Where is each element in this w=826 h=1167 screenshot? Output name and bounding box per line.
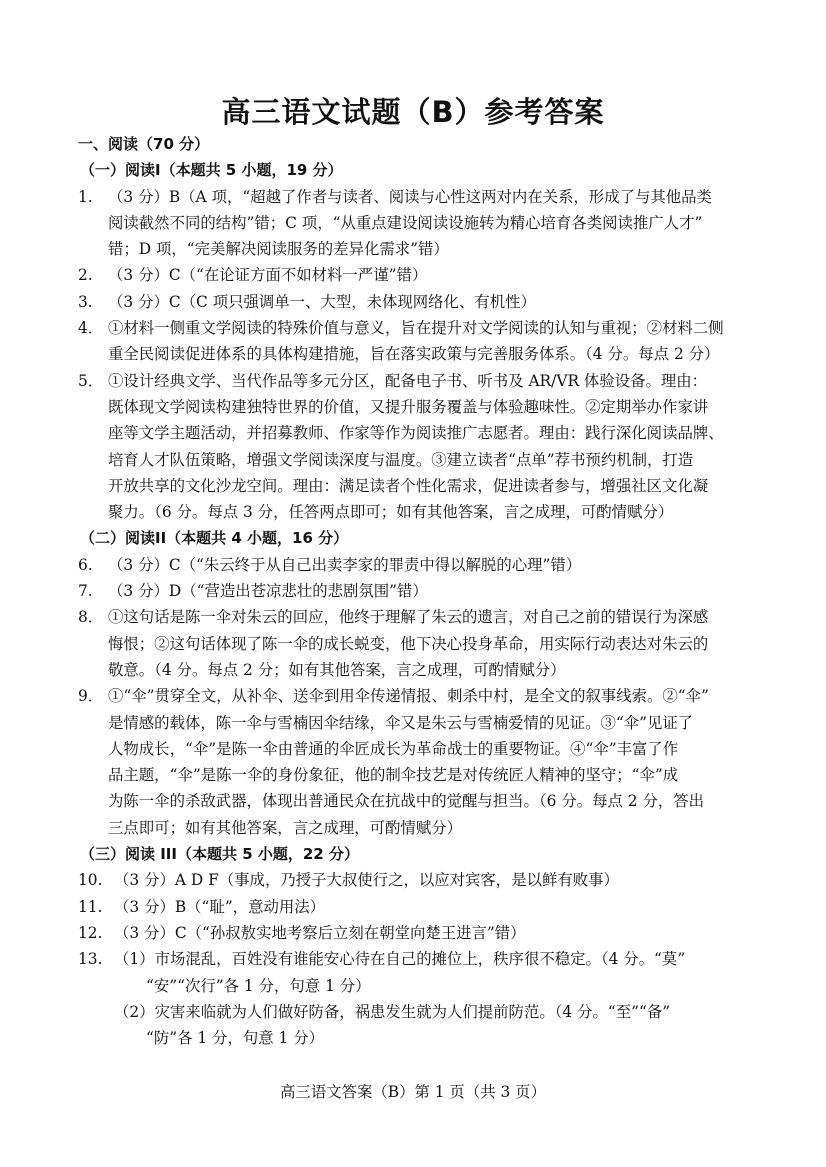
answer-line: （3 分）C（C 项只强调单一、大型，未体现网络化、有机性）: [108, 292, 536, 311]
answer-line: 为陈一伞的杀敌武器，体现出普通民众在抗战中的觉醒与担当。（6 分。每点 2 分，答出: [108, 792, 705, 811]
subsection-heading-reading-3: （三）阅读 III（本题共 5 小题，22 分）: [80, 845, 359, 864]
answer-item-10: [78, 867, 760, 893]
answer-item-5: [78, 368, 760, 526]
answer-line: ①“伞”贯穿全文，从补伞、送伞到用伞传递情报、刺杀中村，是全文的叙事线索。②“伞”: [108, 687, 709, 706]
answer-item-13-part-2: [78, 999, 760, 1052]
item-number: 10.: [78, 871, 103, 890]
answer-line: ①设计经典文学、当代作品等多元分区，配备电子书、听书及 AR/VR 体验设备。理由：: [108, 371, 708, 390]
item-number: 1.: [78, 187, 93, 206]
answer-line: 重全民阅读促进体系的具体构建措施，旨在落实政策与完善服务体系。（4 分。每点 2 分）: [108, 345, 720, 364]
answer-line: 敬意。（4 分。每点 2 分；如有其他答案，言之成理，可酌情赋分）: [108, 660, 566, 679]
item-number: 5．: [78, 371, 104, 390]
subsection-heading-reading-1: （一）阅读I（本题共 5 小题，19 分）: [80, 161, 343, 180]
answer-line: 座等文学主题活动，并招募教师、作家等作为阅读推广志愿者。理由：践行深化阅读品牌、: [108, 424, 724, 443]
answer-line: 开放共享的文化沙龙空间。理由：满足读者个性化需求，促进读者参与，增强社区文化凝: [108, 476, 709, 495]
item-number: 3.: [78, 292, 93, 311]
answer-line: （3 分）D（“营造出苍凉悲壮的悲剧氛围”错）: [108, 582, 428, 601]
answer-item-8: [78, 604, 760, 683]
answer-line: （3 分）B（“耻”，意动用法）: [114, 897, 326, 916]
item-number: 12.: [78, 923, 103, 942]
answer-line: ①这句话是陈一伞对朱云的回应，他终于理解了朱云的遗言，对自己之前的错误行为深感: [108, 608, 709, 627]
answer-line: 人物成长，“伞”是陈一伞由普通的伞匠成长为革命战士的重要物证。④“伞”丰富了作: [108, 739, 679, 758]
answer-line: “防”各 1 分，句意 1 分）: [146, 1029, 325, 1048]
answer-item-7: [78, 578, 760, 604]
section-heading-reading: 一、阅读（70 分）: [78, 135, 210, 153]
answer-line: 三点即可；如有其他答案，言之成理，可酌情赋分）: [108, 818, 462, 837]
answer-line: （3 分）B（A 项，“超越了作者与读者、阅读与心性这两对内在关系，形成了与其他品类: [108, 187, 712, 206]
answer-line: 聚力。（6 分。每点 3 分，任答两点即可；如有其他答案，言之成理，可酌情赋分）: [108, 503, 674, 522]
item-number: 4．: [78, 319, 104, 338]
answer-item-9: [78, 683, 760, 841]
answer-line: （1）市场混乱，百姓没有谁能安心待在自己的摊位上，秩序很不稳定。（4 分。“莫”: [114, 950, 686, 969]
answer-item-12: [78, 920, 760, 946]
answer-line: 错；D 项，“完美解决阅读服务的差异化需求”错）: [108, 240, 449, 259]
answer-line: （3 分）C（“孙叔敖实地考察后立刻在朝堂向楚王进言”错）: [114, 923, 526, 942]
answer-line: 阅读截然不同的结构”错；C 项，“从重点建设阅读设施转为精心培育各类阅读推广人才”: [108, 213, 703, 232]
answer-line: （3 分）C（“朱云终于从自己出卖李家的罪责中得以解脱的心理”错）: [108, 555, 582, 574]
answer-line: 是情感的载体，陈一伞与雪楠因伞结缘，伞又是朱云与雪楠爱情的见证。③“伞”见证了: [108, 713, 694, 732]
answer-line: 培育人才队伍策略，增强文学阅读深度与温度。③建立读者“点单”荐书预约机制，打造: [108, 450, 694, 469]
answer-line: 既体现文学阅读构建独特世界的价值，又提升服务覆盖与体验趣味性。②定期举办作家讲: [108, 397, 709, 416]
item-number: 7.: [78, 582, 93, 601]
answer-line: （3 分）A D F（事成，乃授子大叔使行之，以应对宾客，是以鲜有败事）: [114, 871, 619, 890]
item-number: 8．: [78, 608, 104, 627]
item-number: 2.: [78, 266, 93, 285]
page-title: 高三语文试题（B）参考答案: [221, 95, 605, 129]
answer-line: 悔恨；②这句话体现了陈一伞的成长蜕变，他下决心投身革命，用实际行动表达对朱云的: [108, 634, 709, 653]
item-number: 6.: [78, 555, 93, 574]
answer-line: （3 分）C（“在论证方面不如材料一严谨”错）: [108, 266, 428, 285]
answer-item-13: [78, 946, 760, 999]
answer-line: “安”“次行”各 1 分，句意 1 分）: [146, 976, 371, 995]
page-footer: 高三语文答案（B）第 1 页（共 3 页）: [280, 1083, 546, 1101]
answer-line: ①材料一侧重文学阅读的特殊价值与意义，旨在提升对文学阅读的认知与重视；②材料二侧: [108, 319, 724, 338]
subsection-heading-reading-2: （二）阅读II（本题共 4 小题，16 分）: [80, 529, 349, 548]
answer-content: [78, 131, 760, 1051]
item-number: 9．: [78, 687, 104, 706]
answer-item-3: [78, 289, 760, 315]
answer-item-4: [78, 315, 760, 368]
item-number: 11.: [78, 897, 103, 916]
answer-line: 品主题，“伞”是陈一伞的身份象征，他的制伞技艺是对传统匠人精神的坚守；“伞”成: [108, 766, 679, 785]
answer-line: （2）灾害来临就为人们做好防备，祸患发生就为人们提前防范。（4 分。“至”“备”: [114, 1002, 671, 1021]
answer-item-2: [78, 262, 760, 288]
answer-item-6: [78, 552, 760, 578]
item-number: 13.: [78, 950, 103, 969]
answer-item-11: [78, 894, 760, 920]
answer-item-1: [78, 184, 760, 263]
